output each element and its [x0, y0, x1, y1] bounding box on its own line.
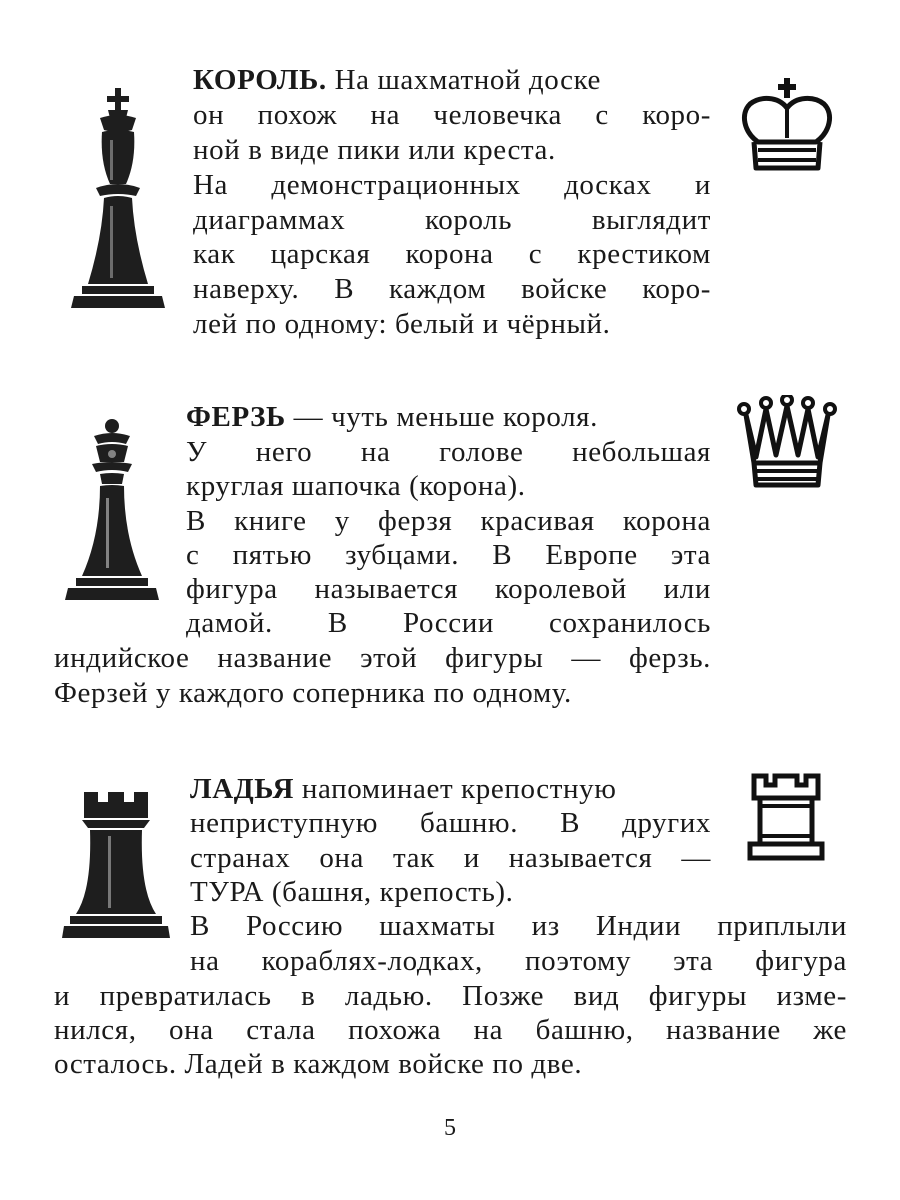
rook-heading: ЛАДЬЯ: [190, 773, 295, 805]
king-text-line-2: он похож на человечка с коро-: [193, 99, 711, 131]
king-text-line-8: лей по одному: белый и чёрный.: [193, 308, 611, 340]
rook-text-line-9: осталось. Ладей в каждом войске по две.: [54, 1048, 583, 1080]
king-heading: КОРОЛЬ.: [193, 64, 327, 96]
rook-text-line-2: неприступную башню. В других: [190, 807, 711, 839]
queen-text-line-8: индийское название этой фигуры — ферзь.: [54, 642, 711, 674]
rook-text-line-6: на кораблях-лодках, поэтому эта фигура: [190, 945, 847, 977]
queen-text-line-2: У него на голове небольшая: [186, 436, 711, 468]
queen-text-line-9: Ферзей у каждого соперника по одному.: [54, 677, 572, 709]
queen-text-line-7: дамой. В России сохранилось: [186, 607, 711, 639]
king-text-line-5: диаграммах король выглядит: [193, 204, 711, 236]
rook-text-line-3: странах она так и называется —: [190, 842, 711, 874]
queen-text-line-6: фигура называется королевой или: [186, 573, 711, 605]
king-crown-icon: [738, 76, 836, 174]
queen-text-line-1: ФЕРЗЬ — чуть меньше короля.: [186, 401, 598, 433]
rook-piece-illustration: [60, 792, 172, 940]
rook-text-line-5: В Россию шахматы из Индии приплыли: [190, 910, 847, 942]
rook-text-line-4: ТУРА (башня, крепость).: [190, 876, 514, 908]
rook-text-line-8: нился, она стала похожа на башню, название же: [54, 1014, 847, 1046]
queen-text-line-3: круглая шапочка (корона).: [186, 470, 526, 502]
king-text-line-6: как царская корона с крестиком: [193, 238, 711, 270]
king-piece-illustration: [64, 88, 168, 314]
king-text-line-3: ной в виде пики или креста.: [193, 134, 556, 166]
queen-crown-icon: [736, 395, 838, 491]
page-number: 5: [444, 1115, 456, 1141]
queen-heading: ФЕРЗЬ: [186, 401, 286, 433]
queen-piece-illustration: [62, 418, 162, 602]
king-text-line-4: На демонстрационных досках и: [193, 169, 711, 201]
queen-text-line-5: с пятью зубцами. В Европе эта: [186, 539, 711, 571]
rook-text-line-7: и превратилась в ладью. Позже вид фигуры изме-: [54, 980, 847, 1012]
queen-text-line-4: В книге у ферзя красивая корона: [186, 505, 711, 537]
rook-text-line-1: ЛАДЬЯ напоминает крепостную: [190, 773, 617, 805]
king-text-line-1: КОРОЛЬ. На шахматной доске: [193, 64, 602, 96]
rook-tower-icon: [746, 772, 826, 862]
king-text-line-7: наверху. В каждом войске коро-: [193, 273, 711, 305]
